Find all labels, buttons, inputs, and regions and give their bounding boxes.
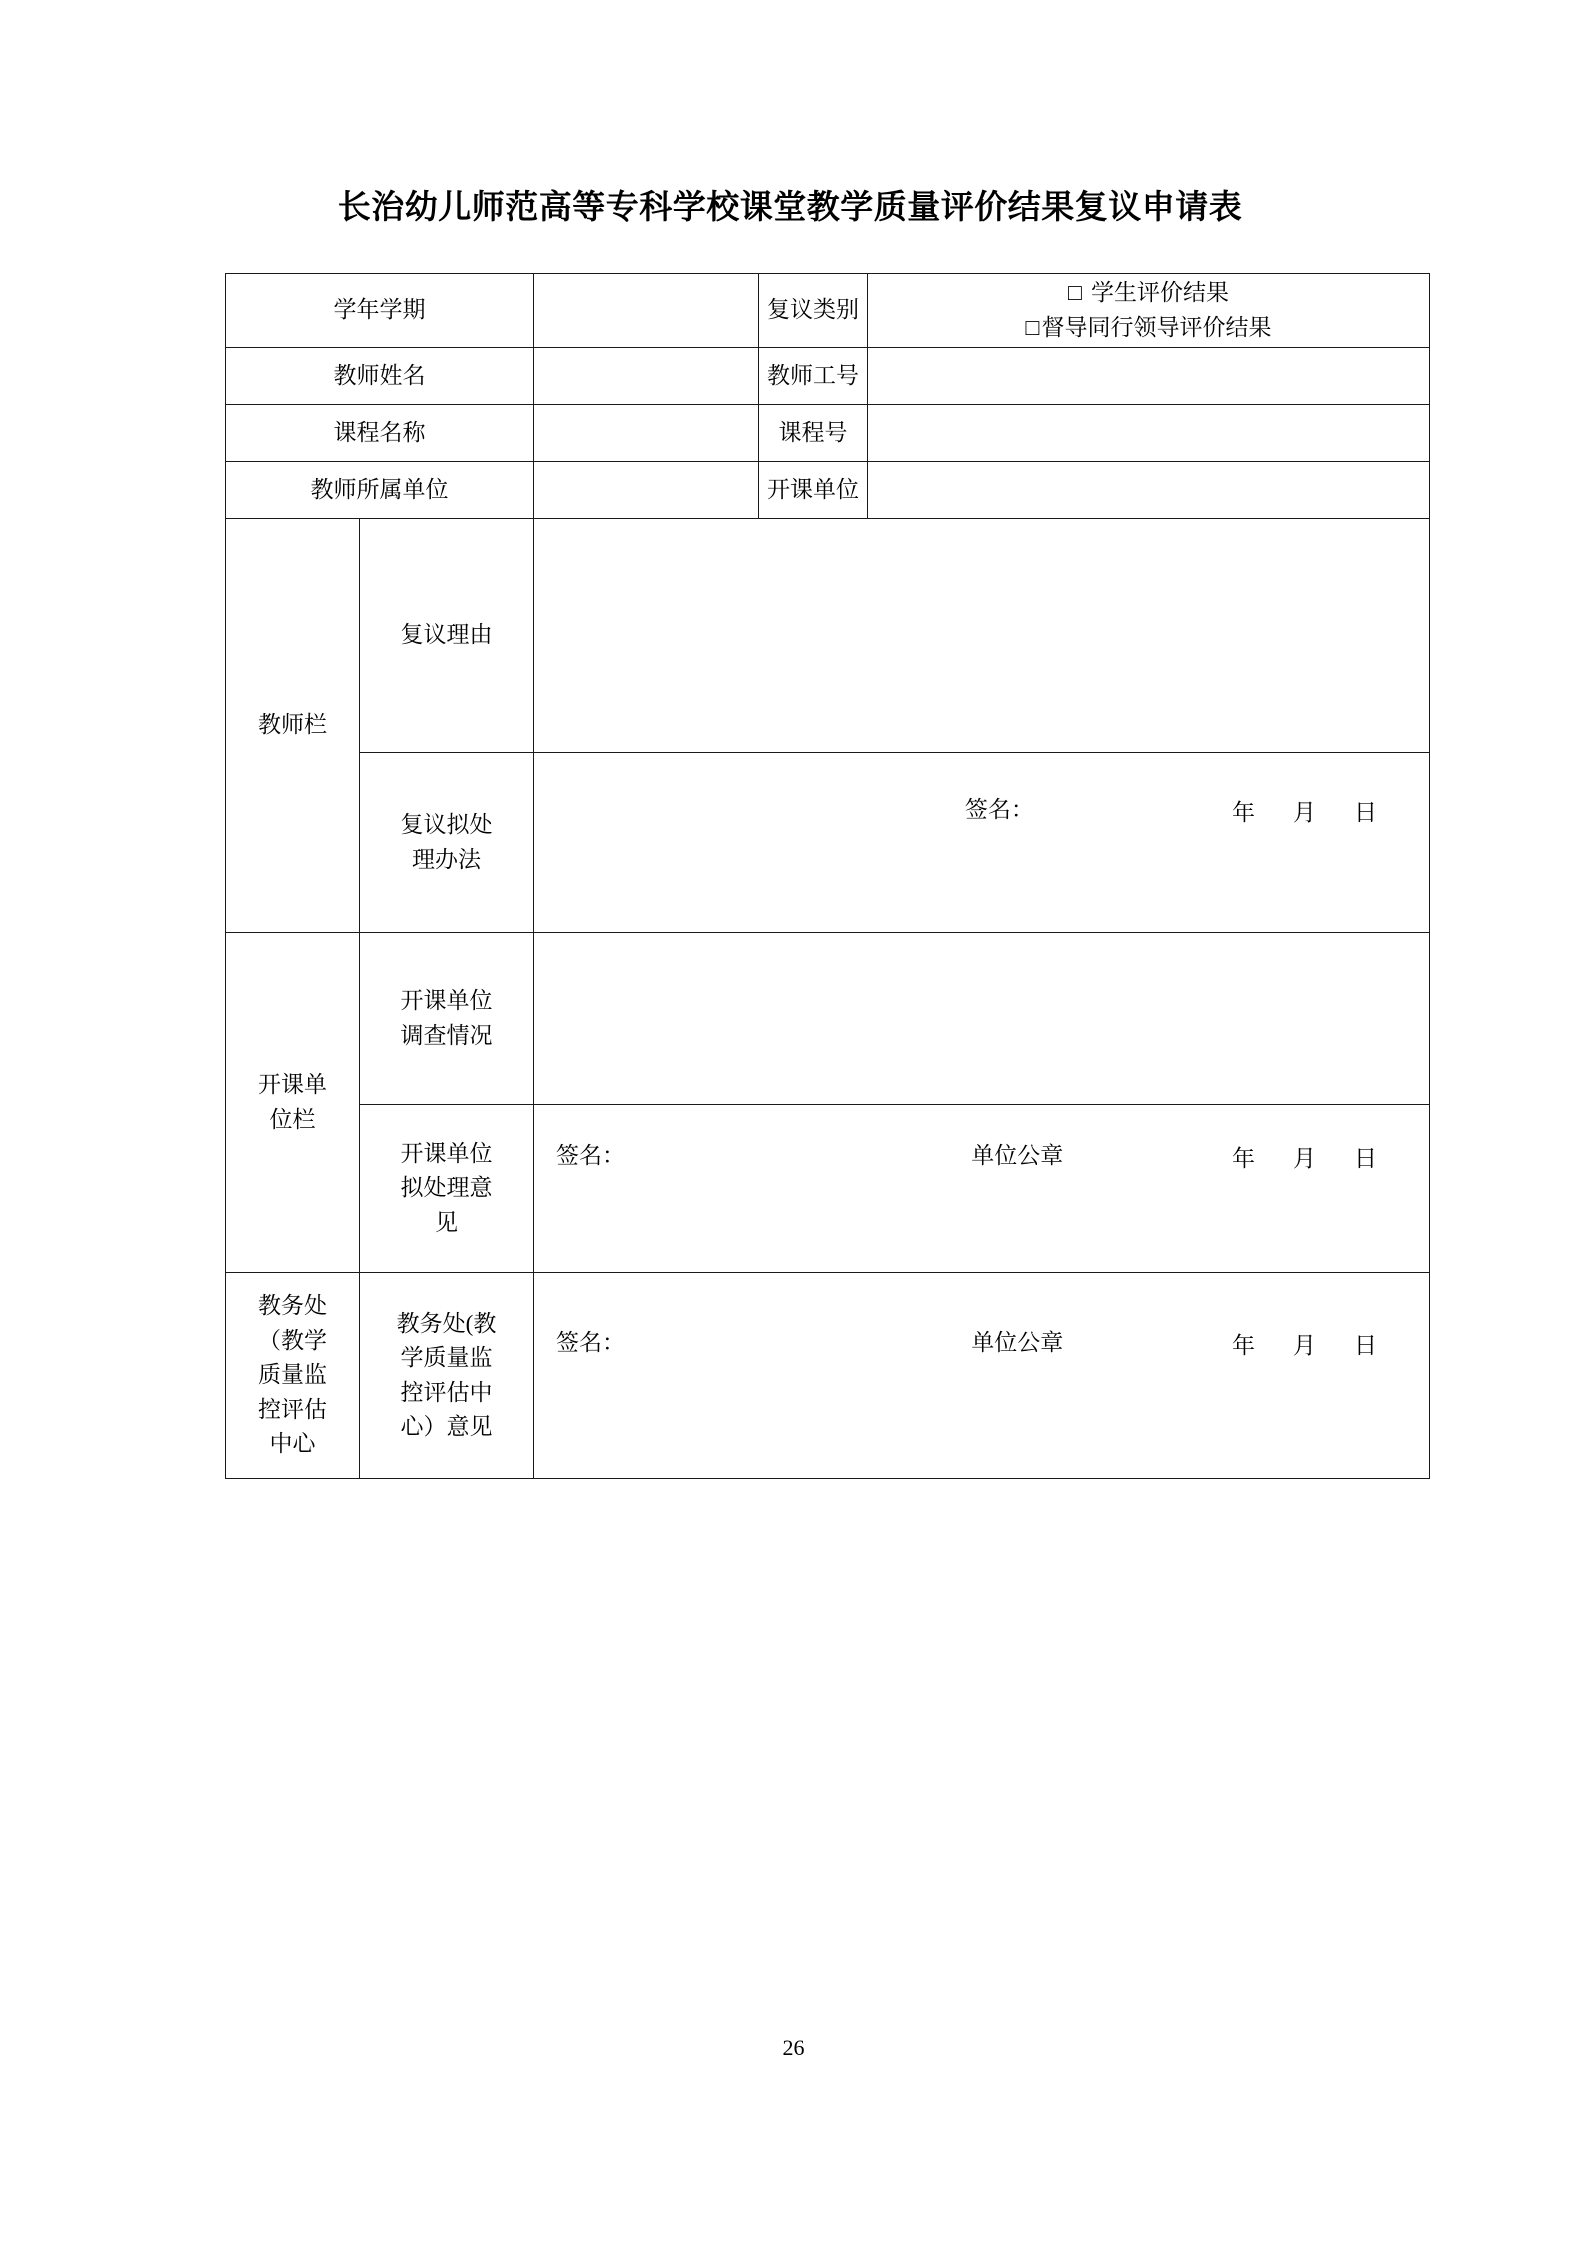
section-label-line: 控评估 [258,1396,327,1422]
sublabel-line: 学质量监 [400,1345,493,1370]
input-academic-term[interactable] [534,274,759,348]
input-review-reason[interactable] [534,519,1430,753]
sublabel-line: 心）意见 [400,1414,493,1439]
table-row-review-reason [226,519,1430,753]
sublabel-review-reason: 复议理由 [360,519,534,753]
sublabel-unit-opinion [360,1105,534,1273]
sublabel-line: 见 [435,1209,458,1235]
input-course-code[interactable] [868,405,1430,462]
date-year-label: 年 [1232,800,1255,825]
section-label-line: 质量监 [258,1362,327,1388]
teacher-signature-label[interactable]: 签名： [964,796,1034,822]
date-year-label: 年 [1232,1333,1255,1358]
teacher-signature-date[interactable] [1232,796,1377,831]
input-unit-opinion[interactable] [534,1105,1430,1273]
sublabel-line: 开课单位 [400,988,493,1013]
section-label-line: （教学 [258,1327,327,1353]
input-teacher-unit[interactable] [534,462,759,519]
unit-seal-label: 单位公章 [971,1142,1064,1168]
academic-affairs-signature-label[interactable]: 签名： [556,1329,625,1355]
date-day-label: 日 [1354,1333,1377,1358]
date-day-label: 日 [1354,800,1377,825]
table-row-academic-affairs-opinion [226,1273,1430,1479]
sublabel-line: 复议拟处 [400,812,493,837]
section-label-academic-affairs [226,1273,360,1479]
label-course-code: 课程号 [759,405,868,462]
input-teacher-name[interactable] [534,348,759,405]
input-teacher-id[interactable] [868,348,1430,405]
input-unit-survey[interactable] [534,933,1430,1105]
checkbox-option-supervisor-evaluation[interactable] [868,311,1429,346]
label-teacher-unit: 教师所属单位 [226,462,534,519]
sublabel-line: 理办法 [412,846,481,872]
section-label-line: 教务处 [258,1293,327,1319]
checkbox-option-student-evaluation[interactable] [868,276,1429,311]
checkbox-label-student-evaluation: 学生评价结果 [1090,280,1229,305]
sublabel-unit-survey [360,933,534,1105]
table-row-unit-survey [226,933,1430,1105]
sublabel-review-method [360,753,534,933]
checkbox-icon: □ [1025,314,1040,340]
date-month-label: 月 [1293,1146,1316,1171]
date-month-label: 月 [1293,1333,1316,1358]
page-title: 长治幼儿师范高等专科学校课堂教学质量评价结果复议申请表 [337,190,1243,226]
section-label-line: 位栏 [269,1106,316,1132]
section-label-line: 开课单 [258,1072,327,1097]
review-application-form-table [225,273,1430,1479]
label-offering-unit: 开课单位 [759,462,868,519]
sublabel-line: 调查情况 [400,1022,493,1048]
section-label-teacher: 教师栏 [226,519,360,933]
input-offering-unit[interactable] [868,462,1430,519]
date-day-label: 日 [1354,1146,1377,1171]
table-row-teacher-unit [226,462,1430,519]
unit-signature-date[interactable] [1232,1142,1377,1177]
table-row-teacher-name [226,348,1430,405]
sublabel-line: 开课单位 [400,1140,493,1166]
date-year-label: 年 [1232,1146,1255,1171]
label-teacher-name: 教师姓名 [226,348,534,405]
sublabel-line: 拟处理意 [400,1175,493,1201]
sublabel-line: 控评估中 [400,1379,493,1405]
checkbox-label-supervisor-evaluation: 督导同行领导评价结果 [1041,314,1272,340]
label-review-category: 复议类别 [759,274,868,348]
input-course-name[interactable] [534,405,759,462]
label-academic-term: 学年学期 [226,274,534,348]
section-label-offering-unit [226,933,360,1273]
academic-affairs-seal-label: 单位公章 [971,1329,1064,1355]
input-review-method[interactable] [534,753,1430,933]
unit-signature-label[interactable]: 签名： [556,1142,625,1168]
section-label-line: 中心 [269,1431,316,1457]
review-category-options [868,274,1430,348]
label-course-name: 课程名称 [226,405,534,462]
table-row-course-name [226,405,1430,462]
page-number: 26 [782,2035,805,2060]
table-row-academic-term [226,274,1430,348]
input-academic-affairs-opinion[interactable] [534,1273,1430,1479]
sublabel-academic-affairs-opinion [360,1273,534,1479]
sublabel-line: 教务处(教 [396,1310,497,1336]
label-teacher-id: 教师工号 [759,348,868,405]
academic-affairs-signature-date[interactable] [1232,1329,1377,1364]
date-month-label: 月 [1293,800,1316,825]
table-row-review-method [226,753,1430,933]
checkbox-icon: □ [1068,280,1082,305]
table-row-unit-opinion [226,1105,1430,1273]
